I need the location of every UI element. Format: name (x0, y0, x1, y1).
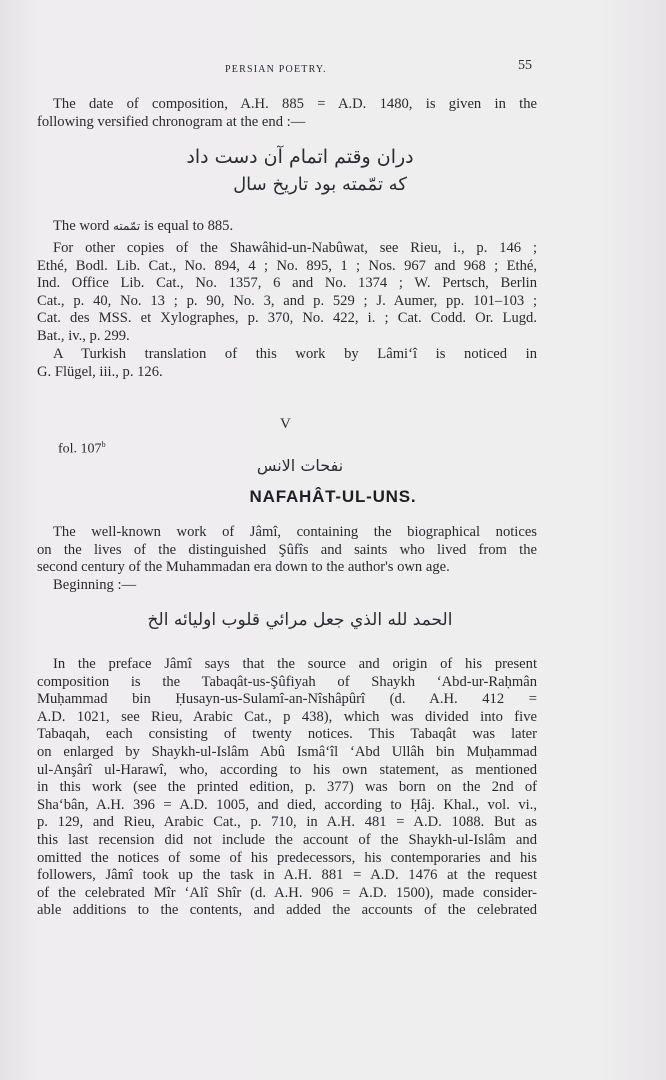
paragraph-line: G. Flügel, iii., p. 126. (37, 363, 163, 380)
paragraph-line: in this work (see the printed edition, p. 377) was born on the 2nd of (37, 779, 537, 796)
section-numeral: V (280, 416, 291, 432)
paragraph-line: composition is the Tabaqât-us-Şûfiyah of Shaykh ‘Abd-ur-Raḥmân (37, 673, 537, 690)
word-note-before: The word (53, 218, 110, 234)
paragraph-line: of the celebrated Mîr ‘Alî Shîr (d. A.H. 906 = A.D. 1500), made consider- (37, 884, 537, 901)
paragraph-line: Muḥammad bin Ḥusayn-us-Sulamî-an-Nîshâpûrî (d. A.H. 412 = (37, 691, 537, 708)
word-note-after: is equal to 885. (143, 218, 234, 234)
turkish-translation-paragraph (37, 346, 537, 381)
beginning-arabic-text: الحمد لله الذي جعل مرائي قلوب اوليائه الخ (147, 610, 453, 630)
paragraph-line: Cat., p. 40, No. 13 ; p. 90, No. 3, and p. 529 ; J. Aumer, pp. 101–103 ; (37, 292, 537, 309)
other-copies-paragraph (37, 240, 537, 346)
paragraph-line: Bat., iv., p. 299. (37, 327, 130, 344)
word-note-persian: تمّمته (113, 219, 141, 233)
paragraph-line: second century of the Muhammadan era down to the author's own age. (37, 559, 450, 576)
section-title-persian: نفحات الانس (256, 456, 344, 475)
paragraph-line: Ind. Office Lib. Cat., No. 1357, 6 and No. 1374 ; W. Pertsch, Berlin (37, 275, 537, 292)
beginning-label: Beginning :— (53, 576, 137, 593)
paragraph-line: Cat. des MSS. et Xylographes, p. 370, No. 422, i. ; Cat. Codd. Or. Lugd. (37, 310, 537, 327)
paragraph-line: Ethé, Bodl. Lib. Cat., No. 894, 4 ; No. 895, 1 ; Nos. 967 and 968 ; Ethé, (37, 257, 537, 274)
paragraph-line: on enlarged by Shaykh-ul-Islâm Abû Ismâ‘îl ‘Abd Ullâh bin Muḥammad (37, 743, 537, 760)
paragraph-line: able additions to the contents, and added the accounts of the celebrated (37, 902, 537, 919)
folio-reference: fol. 107$^b$ (58, 440, 106, 457)
page-number: 55 (518, 58, 532, 73)
paragraph-line: A.D. 1021, see Rieu, Arabic Cat., p 438), which was divided into five (37, 708, 537, 725)
persian-verse-line-2: که تمّمته بود تاریخ سال (233, 174, 407, 195)
paragraph-line: For other copies of the Shawâhid-un-Nabûwat, see Rieu, i., p. 146 ; (53, 240, 537, 256)
paragraph-line: followers, Jâmî took up the task in A.H. 881 = A.D. 1476 at the request (37, 867, 537, 884)
paragraph-line: following versified chronogram at the end :— (37, 113, 306, 130)
paragraph-line: The well-known work of Jâmî, containing the biographical notices (53, 524, 537, 540)
paragraph-line: omitted the notices of some of his predecessors, his contemporaries and his (37, 849, 537, 866)
running-header: PERSIAN POETRY. (225, 64, 327, 75)
paragraph-line: In the preface Jâmî says that the source and origin of his present (53, 656, 537, 672)
paragraph-line: A Turkish translation of this work by Lâmi‘î is noticed in (53, 346, 537, 362)
intro-paragraph (37, 524, 537, 594)
word-note (37, 218, 537, 236)
paragraph-line: p. 129, and Rieu, Arabic Cat., p. 710, in A.H. 481 = A.D. 1088. But as (37, 814, 537, 831)
paragraph-line: on the lives of the distinguished Şûfîs and saints who lived from the (37, 541, 537, 558)
paragraph-line: this last recension did not include the account of the Shaykh-ul-Islâm and (37, 831, 537, 848)
composition-date-paragraph (37, 96, 537, 131)
preface-paragraph (37, 656, 537, 920)
paragraph-line: Sha‘bân, A.H. 396 = A.D. 1005, and died, according to Ḥâj. Khal., vol. vi., (37, 796, 537, 813)
paragraph-line: ul-Anşârî ul-Harawî, who, according to his own statement, as mentioned (37, 761, 537, 778)
paragraph-line: The date of composition, A.H. 885 = A.D. 1480, is given in the (53, 96, 537, 112)
section-title: NAFAHÂT-UL-UNS. (249, 487, 417, 506)
persian-verse-line-1: دران وقتم اتمام آن دست داد (186, 146, 414, 168)
paragraph-line: Tabaqah, each consisting of twenty notices. This Tabaqât was later (37, 726, 537, 743)
